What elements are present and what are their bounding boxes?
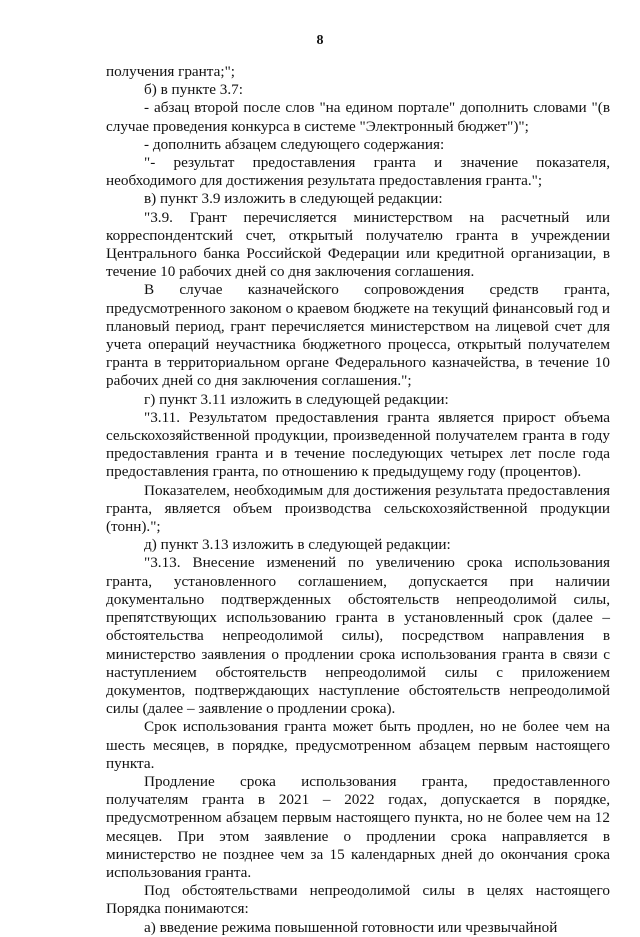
paragraph: д) пункт 3.13 изложить в следующей редакции: [144, 536, 451, 554]
paragraph: "- результат предоставления гранта и значение показателя, необходимого для достижения результата предоставления гранта."; [106, 154, 610, 190]
paragraph: "3.11. Результатом предоставления гранта является прирост объема сельскохозяйственной продукции, произведенной получателем гранта в году предоставления гранта и в течение последующих четырех лет после года предоставления гранта, по отношению к предыдущему году (процентов). [106, 408, 610, 481]
paragraph: - абзац второй после слов "на едином портале" дополнить словами "(в случае проведения конкурса в системе "Электронный бюджет")"; [106, 99, 610, 135]
paragraph: "3.9. Грант перечисляется министерством на расчетный или корреспондентский счет, открытый получателю гранта в учреждении Центрального банка Российской Федерации или кредитной организации, в течение 10 рабочих дней со дня заключения соглашения. [106, 208, 610, 281]
paragraph: получения гранта;"; [106, 63, 236, 80]
paragraph: - дополнить абзацем следующего содержания: [144, 135, 445, 153]
document-body [106, 63, 610, 937]
paragraph: Показателем, необходимым для достижения результата предоставления гранта, является объем производства сельскохозяйственной продукции (тонн)."; [106, 481, 610, 536]
paragraph: Продление срока использования гранта, предоставленного получателям гранта в 2021 – 2022 годах, допускается в порядке, предусмотренном абзацем первым настоящего пункта, но не более чем на 12 месяцев. При этом заявление о продлении срока направляется в министерство не позднее чем за 15 календарных дней до окончания срока использования гранта. [106, 772, 610, 881]
paragraph: Срок использования гранта может быть продлен, но не более чем на шесть месяцев, в порядке, предусмотренном абзацем первым настоящего пункта. [106, 718, 610, 772]
paragraph: в) пункт 3.9 изложить в следующей редакции: [144, 190, 443, 208]
paragraph: а) введение режима повышенной готовности или чрезвычайной [144, 918, 558, 936]
paragraph: Под обстоятельствами непреодолимой силы в целях настоящего Порядка понимаются: [106, 882, 610, 918]
paragraph: г) пункт 3.11 изложить в следующей редакции: [144, 390, 449, 408]
paragraph: б) в пункте 3.7: [144, 81, 243, 99]
paragraph: В случае казначейского сопровождения средств гранта, предусмотренного законом о краевом бюджете на текущий финансовый год и плановый период, грант перечисляется министерством на лицевой счет для учета операций неучастника бюджетного процесса, открытый получателем гранта в территориальном органе Федерального казначейства, в течение 10 рабочих дней со дня заключения соглашения."; [106, 281, 610, 390]
paragraph: "3.13. Внесение изменений по увеличению срока использования гранта, установленного соглашением, допускается при наличии документально подтвержденных обстоятельств непреодолимой силы, препятствующих использованию гранта в установленный срок (далее – обстоятельства непреодолимой силы), посредством направления в министерство заявления о продлении срока использования гранта в связи с наступлением обстоятельств непреодолимой силы с приложением документов, подтверждающих наступление обстоятельств непреодолимой силы (далее – заявление о продлении срока). [106, 554, 610, 718]
page-number: 8 [316, 33, 324, 48]
